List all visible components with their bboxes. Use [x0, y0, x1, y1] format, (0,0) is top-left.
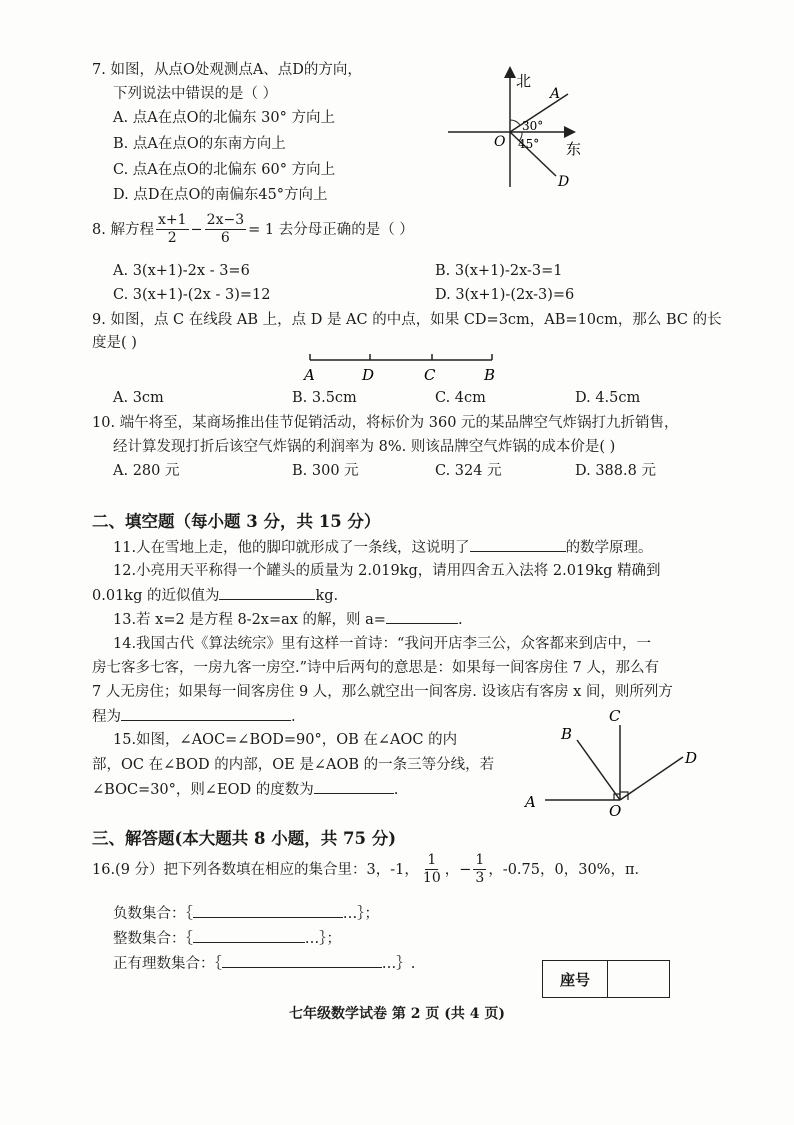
- fig15-d: D: [685, 749, 698, 767]
- q9-option-d: D. 4.5cm: [575, 390, 641, 406]
- seat-number-box: [542, 960, 670, 998]
- q16-text: 16.(9 分）把下列各数填在相应的集合里：3，-1，: [92, 861, 419, 878]
- label-o: O: [494, 134, 506, 150]
- q10-option-a: A. 280 元: [113, 463, 180, 479]
- q12-line1: 12.小亮用天平称得一个罐头的质量为 2.019kg，请用四舍五入法将 2.019kg 精确到: [113, 563, 661, 579]
- set-positive-rational-end: …｝.: [381, 956, 416, 972]
- q11-text-end: 的数学原理。: [565, 540, 653, 556]
- ray-od: [620, 757, 683, 800]
- q12-text: 0.01kg 的近似值为: [92, 588, 220, 604]
- q10-option-b: B. 300 元: [292, 463, 359, 479]
- q15-line1: 15.如图，∠AOC=∠BOD=90°，OB 在∠AOC 的内: [113, 732, 458, 748]
- fig15-c: C: [609, 707, 621, 725]
- q7-line1: 7. 如图，从点O处观测点A、点D的方向，: [92, 62, 362, 78]
- q8-fraction-2: [205, 212, 246, 247]
- section-3-title: 三、解答题(本大题共 8 小题，共 75 分): [92, 829, 397, 848]
- set-positive-rational-label: 正有理数集合：｛: [113, 956, 222, 972]
- q16-f2-num: 1: [475, 852, 485, 868]
- point-b: B: [484, 366, 496, 384]
- label-a: A: [550, 86, 561, 102]
- q7-option-b: B. 点A在点O的东南方向上: [113, 136, 286, 152]
- q8-suffix: = 1 去分母正确的是（ ）: [248, 221, 414, 238]
- set-integer-blank[interactable]: [193, 928, 305, 943]
- q16-text-end: ，-0.75，0，30%，π．: [488, 861, 649, 878]
- q13-blank[interactable]: [386, 609, 458, 624]
- q10-line2: 经计算发现打折后该空气炸锅的利润率为 8%. 则该品牌空气炸锅的成本价是( ): [113, 439, 616, 455]
- set-integer-end: …｝；: [304, 931, 341, 947]
- q9-option-b: B. 3.5cm: [292, 390, 357, 406]
- q14-blank[interactable]: [121, 706, 291, 721]
- q8-option-d: D. 3(x+1)-(2x-3)=6: [435, 287, 575, 303]
- q8-f2-num: 2x−3: [206, 212, 245, 228]
- q16-f1-den: 10: [422, 870, 441, 886]
- q7-option-a: A. 点A在点O的北偏东 30° 方向上: [113, 110, 335, 126]
- q16-f1-num: 1: [427, 852, 437, 868]
- q13: [113, 609, 463, 630]
- q8-f1-num: x+1: [157, 212, 187, 228]
- point-d: D: [362, 366, 375, 384]
- label-east: 东: [566, 140, 582, 158]
- q12-unit: kg.: [315, 588, 339, 604]
- seat-label: 座号: [543, 961, 608, 997]
- angle-45: 45°: [518, 137, 540, 151]
- q14-text: 程为: [92, 709, 121, 725]
- seat-number-field[interactable]: [609, 961, 669, 997]
- q15-end: .: [393, 782, 399, 798]
- q15-angle-figure: [515, 705, 715, 817]
- fig15-a: A: [525, 793, 536, 811]
- set-integer: [113, 928, 341, 949]
- set-positive-rational: [113, 953, 415, 974]
- q8-f2-den: 6: [220, 230, 230, 246]
- q15-blank[interactable]: [314, 779, 394, 794]
- q15-line3: [92, 779, 398, 800]
- q7-option-c: C. 点A在点O的北偏东 60° 方向上: [113, 162, 336, 178]
- q12-line2: [92, 585, 338, 606]
- q7-direction-figure: [440, 62, 600, 192]
- q8-option-b: B. 3(x+1)-2x-3=1: [435, 263, 563, 279]
- q8-fraction-1: [156, 212, 189, 247]
- q8-option-c: C. 3(x+1)-(2x - 3)=12: [113, 287, 271, 303]
- q15-line2: 部，OC 在∠BOD 的内部，OE 是∠AOB 的一条三等分线，若: [92, 757, 495, 773]
- q14-line1: 14.我国古代《算法统宗》里有这样一首诗：“我问开店李三公，众客都来到店中，一: [113, 636, 651, 652]
- q15-text: ∠BOC=30°，则∠EOD 的度数为: [92, 782, 314, 798]
- label-north: 北: [516, 72, 532, 90]
- q9-segment-figure: [300, 348, 510, 384]
- q7-option-d: D. 点D在点O的南偏东45°方向上: [113, 187, 328, 203]
- q9-option-a: A. 3cm: [113, 390, 164, 406]
- q11-text: 11.人在雪地上走，他的脚印就形成了一条线，这说明了: [113, 540, 470, 556]
- set-positive-rational-blank[interactable]: [222, 953, 382, 968]
- q14-line3: 7 人无房住；如果每一间客房住 9 人，那么就空出一间客房. 设该店有客房 x 间，则所列方: [92, 684, 673, 700]
- q16-fraction-1: [421, 852, 443, 887]
- point-c: C: [424, 366, 436, 384]
- set-negative-end: …｝；: [342, 906, 379, 922]
- q10-option-c: C. 324 元: [435, 463, 502, 479]
- set-negative: [113, 903, 379, 924]
- q8-f1-den: 2: [167, 230, 177, 246]
- set-integer-label: 整数集合：｛: [113, 931, 193, 947]
- page-footer: 七年级数学试卷 第 2 页 (共 4 页): [289, 1006, 505, 1022]
- angle-30: 30°: [522, 119, 544, 133]
- q14-end: .: [291, 709, 296, 725]
- q16-fraction-2: [473, 852, 486, 887]
- fig15-o: O: [609, 802, 622, 817]
- ray-ob: [577, 740, 620, 800]
- q14-line2: 房七客多七客，一房九客一房空.”诗中后两句的意思是：如果每一间客房住 7 人，那么有: [92, 660, 659, 676]
- q16-stem: [92, 852, 649, 887]
- q11: [113, 537, 653, 558]
- label-d: D: [558, 174, 570, 190]
- q8-minus: −: [190, 221, 203, 238]
- set-negative-label: 负数集合：｛: [113, 906, 193, 922]
- q7-line2: 下列说法中错误的是（ ）: [113, 86, 278, 102]
- q12-blank[interactable]: [219, 585, 315, 600]
- q8-option-a: A. 3(x+1)-2x - 3=6: [113, 263, 250, 279]
- q10-option-d: D. 388.8 元: [575, 463, 656, 479]
- q8-prefix: 8. 解方程: [92, 221, 154, 238]
- set-negative-blank[interactable]: [193, 903, 343, 918]
- q8-stem: [92, 212, 414, 247]
- fig15-b: B: [561, 725, 573, 743]
- q13-text: 13.若 x=2 是方程 8-2x=ax 的解，则 a=: [113, 612, 386, 628]
- q9-option-c: C. 4cm: [435, 390, 486, 406]
- q16-f2-den: 3: [475, 870, 485, 886]
- q10-line1: 10. 端午将至，某商场推出佳节促销活动，将标价为 360 元的某品牌空气炸锅打九折销售，: [92, 415, 679, 431]
- q9-line1: 9. 如图，点 C 在线段 AB 上，点 D 是 AC 的中点，如果 CD=3cm，AB=10cm，那么 BC 的长: [92, 312, 722, 328]
- section-2-title: 二、填空题（每小题 3 分，共 15 分）: [92, 512, 381, 531]
- point-a: A: [304, 366, 315, 384]
- q13-end: .: [457, 612, 463, 628]
- q9-line2: 度是( ): [92, 335, 137, 351]
- q16-mid: ，−: [444, 861, 472, 878]
- q14-line4: [92, 706, 296, 727]
- q11-blank[interactable]: [470, 537, 566, 552]
